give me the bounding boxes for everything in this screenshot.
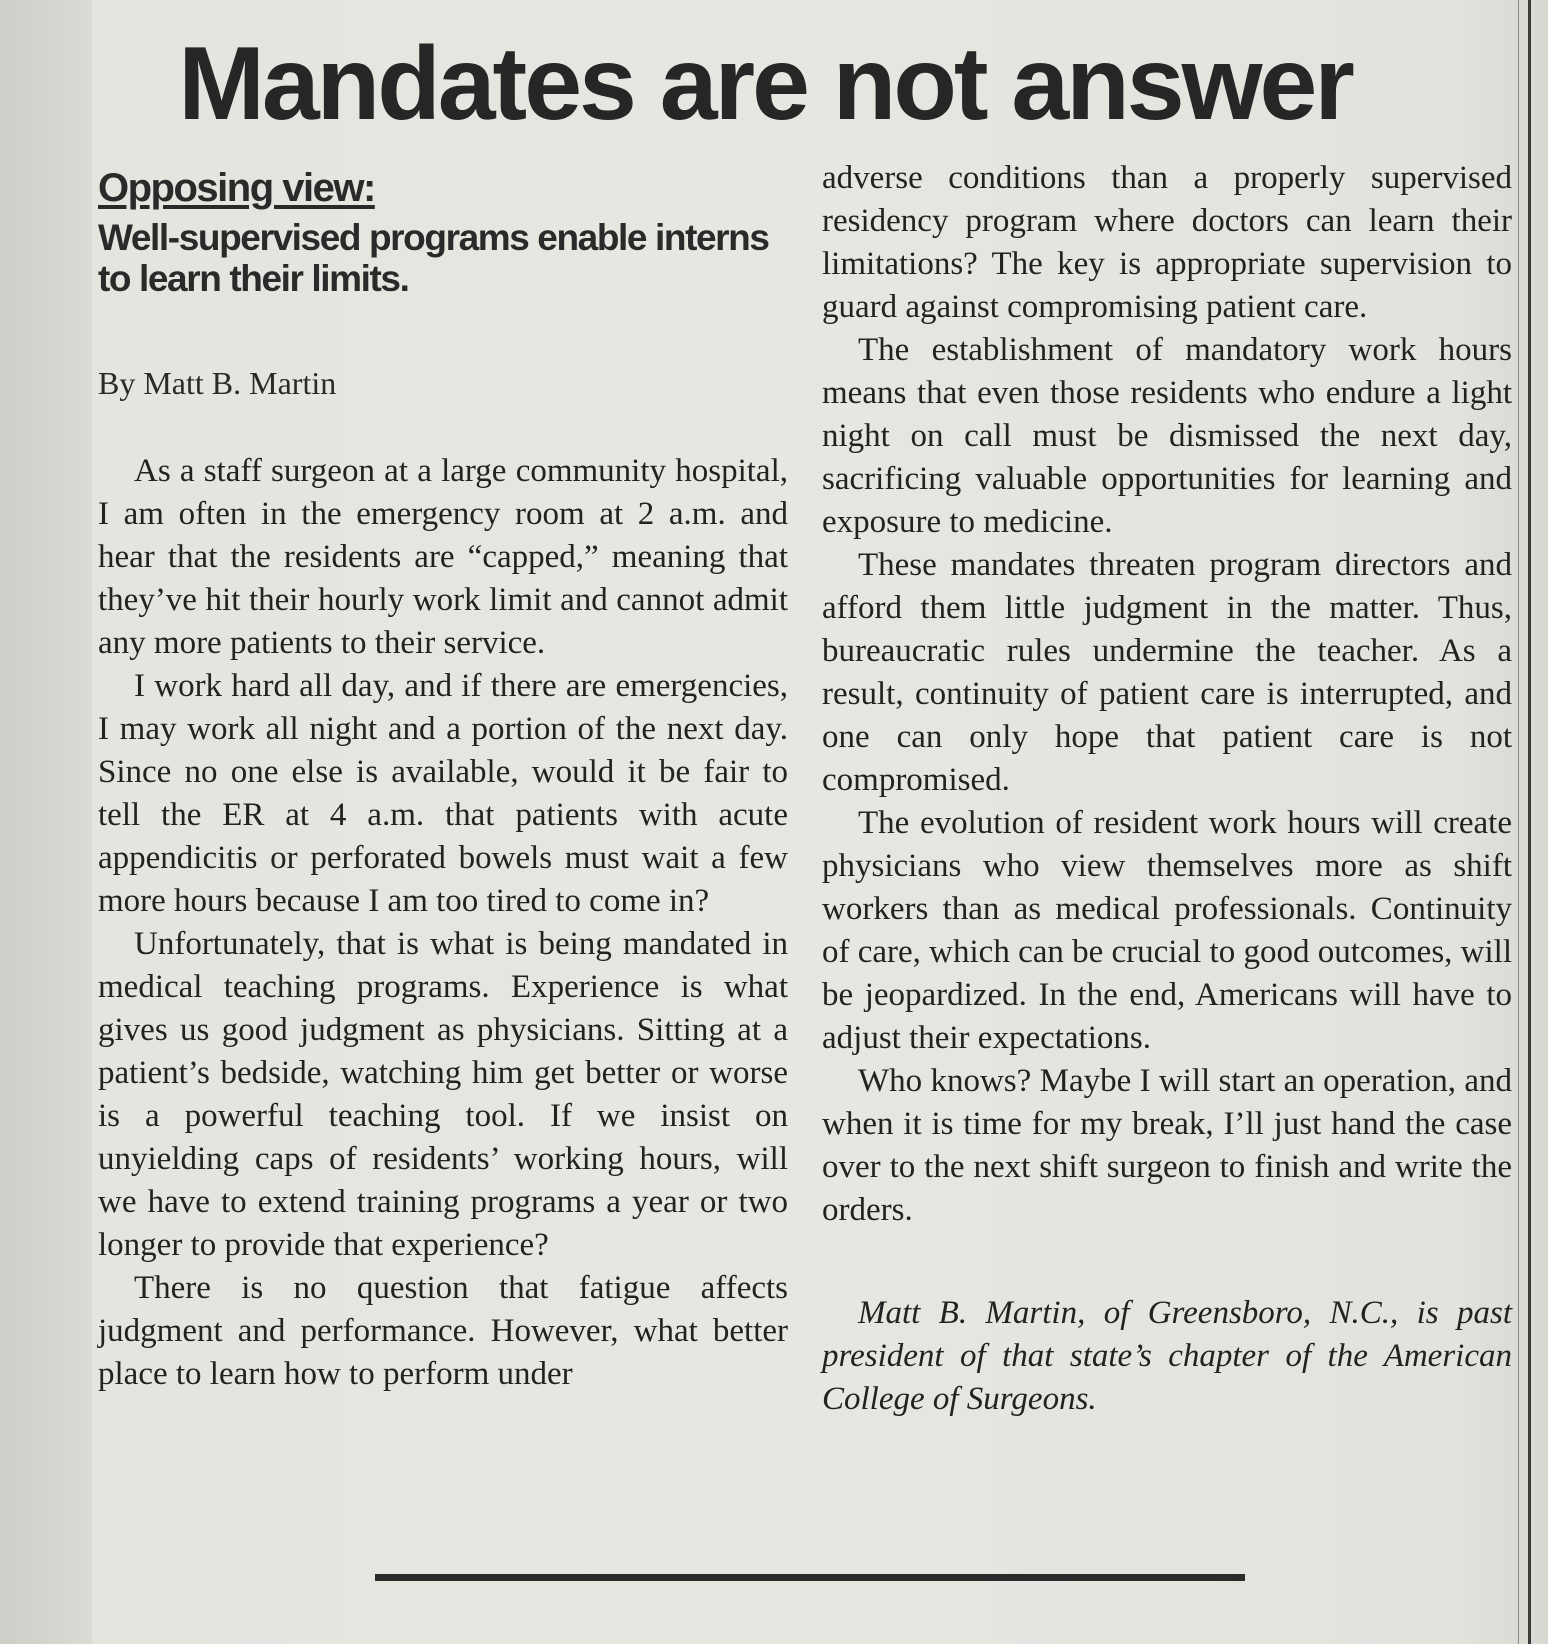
left-body bbox=[98, 450, 788, 1396]
paragraph: Who knows? Maybe I will start an operation, and when it is time for my break, I’ll just hand the case over to the next shift surgeon to finish and write the orders. bbox=[822, 1063, 1512, 1228]
right-column bbox=[822, 157, 1512, 1421]
paragraph: There is no question that fatigue affects judgment and performance. However, what better place to learn how to perform under bbox=[98, 1270, 788, 1393]
paragraph: I work hard all day, and if there are emergencies, I may work all night and a portion of the next day. Since no one else is available, would it be fair to tell the ER at 4 a.m. that patients with acute appendicitis or perforated bowels must wait a few more hours because I am too tired to come in? bbox=[98, 668, 788, 920]
paragraph: As a staff surgeon at a large community hospital, I am often in the emergency room at 2 a.m. and hear that the residents are “capped,” meaning that they’ve hit their hourly work limit and cannot admit any more patients to their service. bbox=[98, 453, 788, 662]
bottom-rule bbox=[375, 1574, 1245, 1581]
paragraph: These mandates threaten program directors and afford them little judgment in the matter. Thus, bureaucratic rules undermine the teacher. As a result, continuity of patient care is interrupted, and one can only hope that patient care is not compromised. bbox=[822, 547, 1512, 798]
column-divider bbox=[1528, 0, 1531, 1644]
paragraph: The evolution of resident work hours will create physicians who view themselves more as shift workers than as medical professionals. Continuity of care, which can be crucial to good outcomes, will be jeopardized. In the end, Americans will have to adjust their expectations. bbox=[822, 805, 1513, 1056]
paragraph: adverse conditions than a properly supervised residency program where doctors can learn their limitations? The key is appropriate supervision to guard against compromising patient care. bbox=[822, 160, 1512, 325]
column-divider-thin bbox=[1518, 0, 1519, 1644]
paragraph: The establishment of mandatory work hours means that even those residents who endure a light night on call must be dismissed the next day, sacrificing valuable opportunities for learning and exposure to medicine. bbox=[822, 332, 1512, 540]
paragraph: Unfortunately, that is what is being mandated in medical teaching programs. Experience is what gives us good judgment as physicians. Sitting at a patient’s bedside, watching him get better or worse is a powerful teaching tool. If we insist on unyielding caps of residents’ working hours, will we have to extend training programs a year or two longer to provide that experience? bbox=[98, 926, 788, 1264]
page-margin-shadow bbox=[0, 0, 92, 1644]
left-column bbox=[98, 165, 788, 1396]
deck: Well-supervised programs enable interns to learn their limits. bbox=[98, 217, 769, 300]
author-tagline: Matt B. Martin, of Greensboro, N.C., is past president of that state’s chapter of the American College of Surgeons. bbox=[822, 1295, 1512, 1417]
kicker: Opposing view: bbox=[98, 166, 375, 210]
headline: Mandates are not answer bbox=[178, 26, 1352, 142]
byline: By Matt B. Martin bbox=[98, 364, 337, 401]
right-body bbox=[822, 157, 1512, 1232]
